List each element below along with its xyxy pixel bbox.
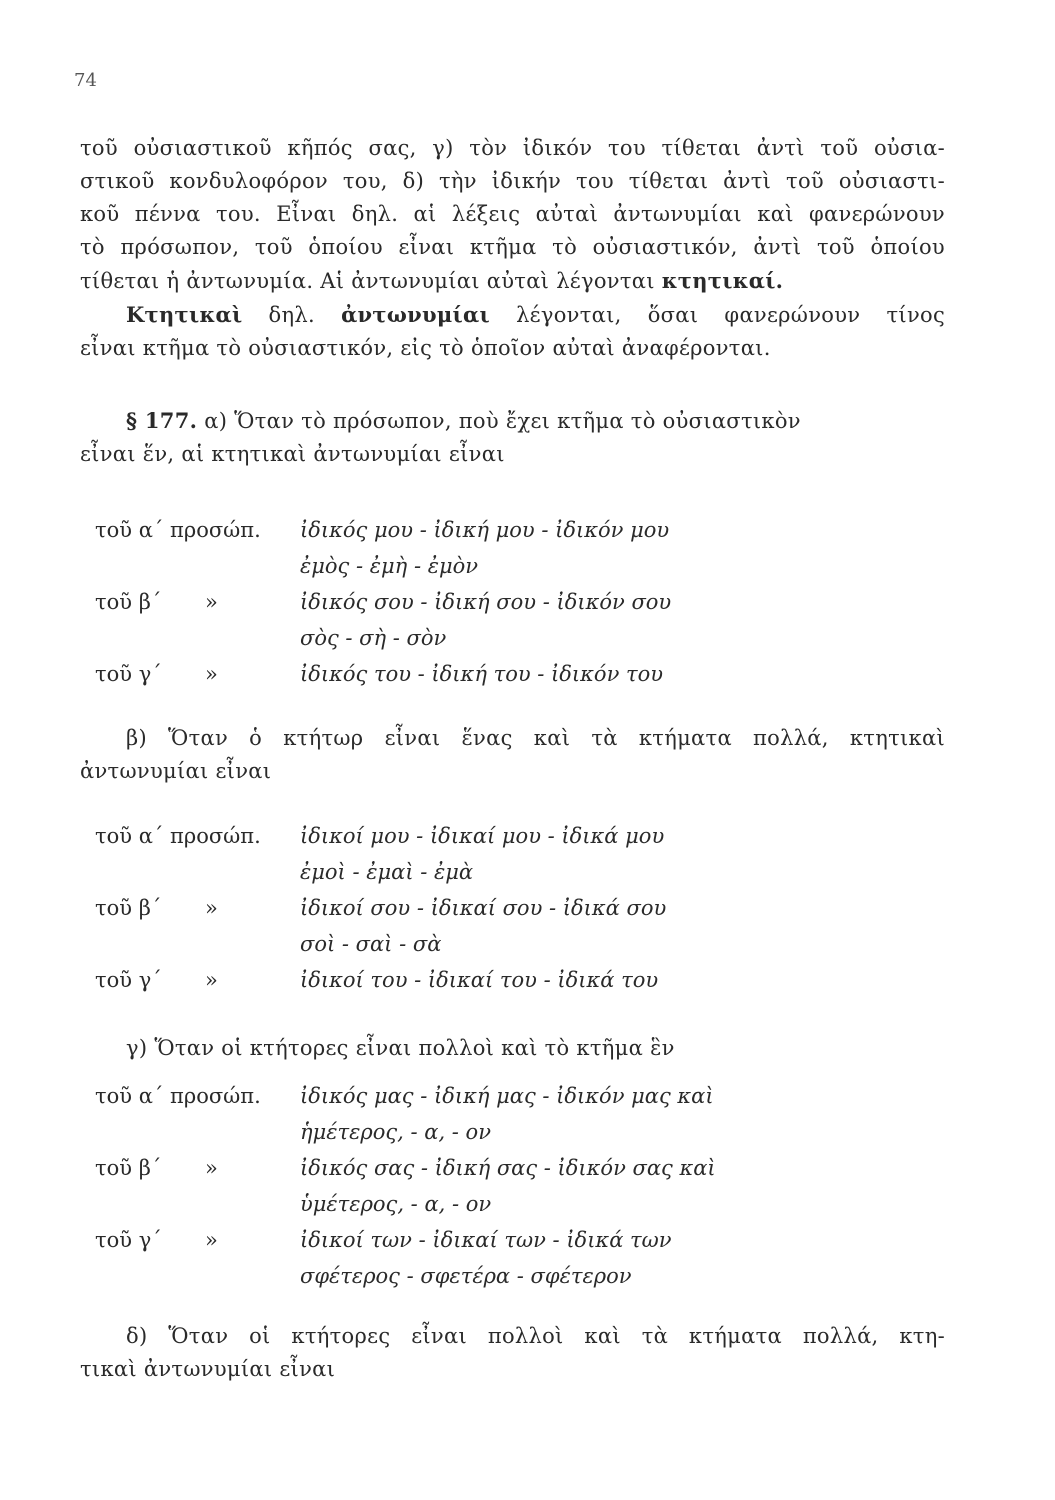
ditto-mark <box>205 620 300 656</box>
person-label <box>95 620 205 656</box>
ditto-mark <box>205 1186 300 1222</box>
table-row <box>95 818 915 854</box>
text-line: τικαὶ ἀντωνυμίαι εἶναι <box>80 1357 336 1381</box>
term-highlight: κτητικαί. <box>661 268 784 293</box>
section-177 <box>80 404 945 471</box>
person-label: τοῦ β΄ <box>95 1156 162 1180</box>
table-row <box>95 1186 915 1222</box>
text-line: τοῦ οὐσιαστικοῦ κῆπός σας, γ) τὸν ἰδικόν του τίθεται ἀντὶ τοῦ οὐσια- <box>80 136 945 160</box>
ditto-mark <box>205 1114 300 1150</box>
person-label: τοῦ α΄ προσώπ. <box>95 824 261 848</box>
ditto-mark: » <box>205 662 218 686</box>
person-label <box>95 1114 205 1150</box>
text-line: δ) Ὅταν οἱ κτήτορες εἶναι πολλοὶ καὶ τὰ κτήματα πολλά, κτη- <box>126 1324 945 1348</box>
table-row <box>95 656 915 692</box>
person-label: τοῦ γ΄ <box>95 968 162 992</box>
text-line: β) Ὅταν ὁ κτήτωρ εἶναι ἕνας καὶ τὰ κτήματα πολλά, κτητικαὶ <box>126 726 945 750</box>
paragraph-c <box>80 1032 945 1065</box>
text-line: κοῦ πέννα του. Εἶναι δηλ. αἱ λέξεις αὐταὶ ἀντωνυμίαι καὶ φανερώνουν <box>80 202 945 226</box>
pronoun-forms: ἰδικοί σου - ἰδικαί σου - ἰδικά σου <box>300 896 667 920</box>
table-row <box>95 890 915 926</box>
text-span: τίθεται ἡ ἀντωνυμία. Αἱ ἀντωνυμίαι αὐταὶ λέγονται <box>80 269 655 293</box>
person-label <box>95 548 205 584</box>
person-label: τοῦ β΄ <box>95 590 162 614</box>
text-line: ἀντωνυμίαι εἶναι <box>80 759 272 783</box>
table-row <box>95 854 915 890</box>
pronoun-forms: ἡμέτερος, - α, - ον <box>300 1120 491 1144</box>
intro-paragraph <box>80 132 945 365</box>
pronoun-forms: ἰδικοί μου - ἰδικαί μου - ἰδικά μου <box>300 824 665 848</box>
ditto-mark: » <box>205 968 218 992</box>
ditto-mark <box>205 1078 300 1114</box>
ditto-mark <box>205 1258 300 1294</box>
page-number: 74 <box>74 70 97 91</box>
text-line: στικοῦ κονδυλοφόρον του, δ) τὴν ἰδικήν του τίθεται ἀντὶ τοῦ οὐσιαστι- <box>80 169 945 193</box>
pronoun-forms: ἐμοὶ - ἐμαὶ - ἐμὰ <box>300 860 474 884</box>
ditto-mark <box>205 926 300 962</box>
person-label: τοῦ γ΄ <box>95 1228 162 1252</box>
ditto-mark: » <box>205 896 218 920</box>
table-row <box>95 1150 915 1186</box>
person-label <box>95 854 205 890</box>
pronoun-forms: ἰδικοί του - ἰδικαί του - ἰδικά του <box>300 968 659 992</box>
pronoun-forms: ἰδικός μου - ἰδική μου - ἰδικόν μου <box>300 518 670 542</box>
person-label: τοῦ γ΄ <box>95 662 162 686</box>
text-span: δηλ. <box>268 303 315 327</box>
person-label: τοῦ α΄ προσώπ. <box>95 518 261 542</box>
ditto-mark <box>205 818 300 854</box>
table-row <box>95 584 915 620</box>
text-line: γ) Ὅταν οἱ κτήτορες εἶναι πολλοὶ καὶ τὸ κτῆμα ἓν <box>126 1036 675 1060</box>
paragraph-b <box>80 722 945 788</box>
table-row <box>95 620 915 656</box>
text-line <box>80 404 945 438</box>
text-line: εἶναι ἕν, αἱ κτητικαὶ ἀντωνυμίαι εἶναι <box>80 442 505 466</box>
pronoun-forms: ἰδικός του - ἰδική του - ἰδικόν του <box>300 662 664 686</box>
pronoun-forms: ἰδικός μας - ἰδική μας - ἰδικόν μας καὶ <box>300 1084 714 1108</box>
ditto-mark <box>205 548 300 584</box>
ditto-mark: » <box>205 1228 218 1252</box>
section-number: § 177. <box>126 408 198 433</box>
person-label: τοῦ β΄ <box>95 896 162 920</box>
table-row <box>95 1114 915 1150</box>
pronoun-forms: σφέτερος - σφετέρα - σφέτερον <box>300 1264 632 1288</box>
text-line: τὸ πρόσωπον, τοῦ ὁποίου εἶναι κτῆμα τὸ οὐσιαστικόν, ἀντὶ τοῦ ὁποίου <box>80 235 945 259</box>
pronoun-forms: σοὶ - σαὶ - σὰ <box>300 932 442 956</box>
table-row <box>95 512 915 548</box>
person-label: τοῦ α΄ προσώπ. <box>95 1084 261 1108</box>
pronoun-forms: ἰδικοί των - ἰδικαί των - ἰδικά των <box>300 1228 672 1252</box>
pronoun-table-c <box>95 1078 915 1294</box>
table-row <box>95 1222 915 1258</box>
ditto-mark <box>205 512 300 548</box>
table-row <box>95 548 915 584</box>
person-label <box>95 1186 205 1222</box>
term-highlight: ἀντωνυμίαι <box>341 302 490 327</box>
person-label <box>95 1258 205 1294</box>
pronoun-forms: ἰδικός σας - ἰδική σας - ἰδικόν σας καὶ <box>300 1156 716 1180</box>
table-row <box>95 1078 915 1114</box>
text-line <box>80 298 945 332</box>
pronoun-forms: σὸς - σὴ - σὸν <box>300 626 447 650</box>
pronoun-forms: ἐμὸς - ἐμὴ - ἐμὸν <box>300 554 479 578</box>
pronoun-forms: ὑμέτερος, - α, - ον <box>300 1192 492 1216</box>
table-row <box>95 926 915 962</box>
text-span: α) Ὅταν τὸ πρόσωπον, ποὺ ἔχει κτῆμα τὸ οὐσιαστικὸν <box>204 409 801 433</box>
term-highlight: Κτητικαὶ <box>126 302 243 327</box>
pronoun-table-b <box>95 818 915 998</box>
table-row <box>95 1258 915 1294</box>
text-line: εἶναι κτῆμα τὸ οὐσιαστικόν, εἰς τὸ ὁποῖον αὐταὶ ἀναφέρονται. <box>80 336 771 360</box>
ditto-mark <box>205 854 300 890</box>
ditto-mark: » <box>205 590 218 614</box>
pronoun-forms: ἰδικός σου - ἰδική σου - ἰδικόν σου <box>300 590 672 614</box>
person-label <box>95 926 205 962</box>
table-row <box>95 962 915 998</box>
paragraph-d <box>80 1320 945 1386</box>
pronoun-table-a <box>95 512 915 692</box>
text-span: λέγονται, ὅσαι φανερώνουν τίνος <box>516 303 946 327</box>
text-line <box>80 264 945 298</box>
ditto-mark: » <box>205 1156 218 1180</box>
